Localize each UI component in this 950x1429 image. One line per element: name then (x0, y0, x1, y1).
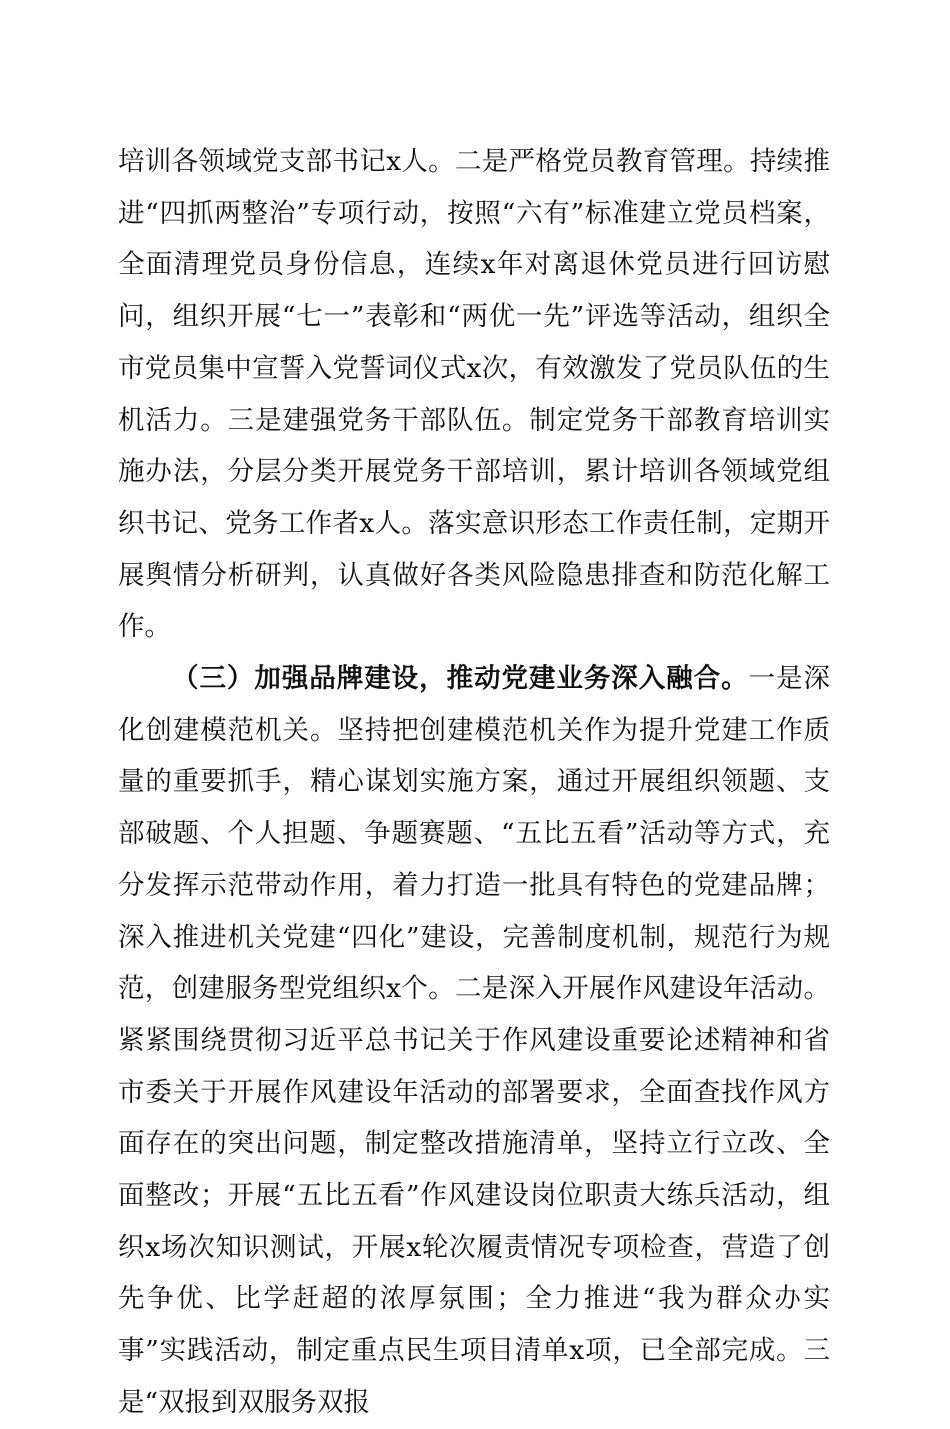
section-3-body: 一是深化创建模范机关。坚持把创建模范机关作为提升党建工作质量的重要抓手，精心谋划实施方案，通过开展组织领题、支部破题、个人担题、争题赛题、“五比五看”活动等方式，充分发挥示范带动作用，着力打造一批具有特色的党建品牌；深入推进机关党建“四化”建设，完善制度机制，规范行为规范，创建服务型党组织x个。二是深入开展作风建设年活动。紧紧围绕贯彻习近平总书记关于作风建设重要论述精神和省市委关于开展作风建设年活动的部署要求，全面查找作风方面存在的突出问题，制定整改措施清单，坚持立行立改、全面整改；开展“五比五看”作风建设岗位职责大练兵活动，组织x场次知识测试，开展x轮次履责情况专项检查，营造了创先争优、比学赶超的浓厚氛围；全力推进“我为群众办实事”实践活动，制定重点民生项目清单x项，已全部完成。三是“双报到双服务双报 (118, 663, 831, 1418)
paragraph-continued: 培训各领域党支部书记x人。二是严格党员教育管理。持续推进“四抓两整治”专项行动，按照“六有”标准建立党员档案，全面清理党员身份信息，连续x年对离退休党员进行回访慰问，组织开展“七一”表彰和“两优一先”评选等活动，组织全市党员集中宣誓入党誓词仪式x次，有效激发了党员队伍的生机活力。三是建强党务干部队伍。制定党务干部教育培训实施办法，分层分类开展党务干部培训，累计培训各领域党组织书记、党务工作者x人。落实意识形态工作责任制，定期开展舆情分析研判，认真做好各类风险隐患排查和防范化解工作。 (118, 146, 830, 643)
section-3-paragraph (118, 653, 830, 1429)
section-3-heading: （三）加强品牌建设，推动党建业务深入融合。 (172, 663, 749, 695)
document-body (118, 136, 830, 1429)
